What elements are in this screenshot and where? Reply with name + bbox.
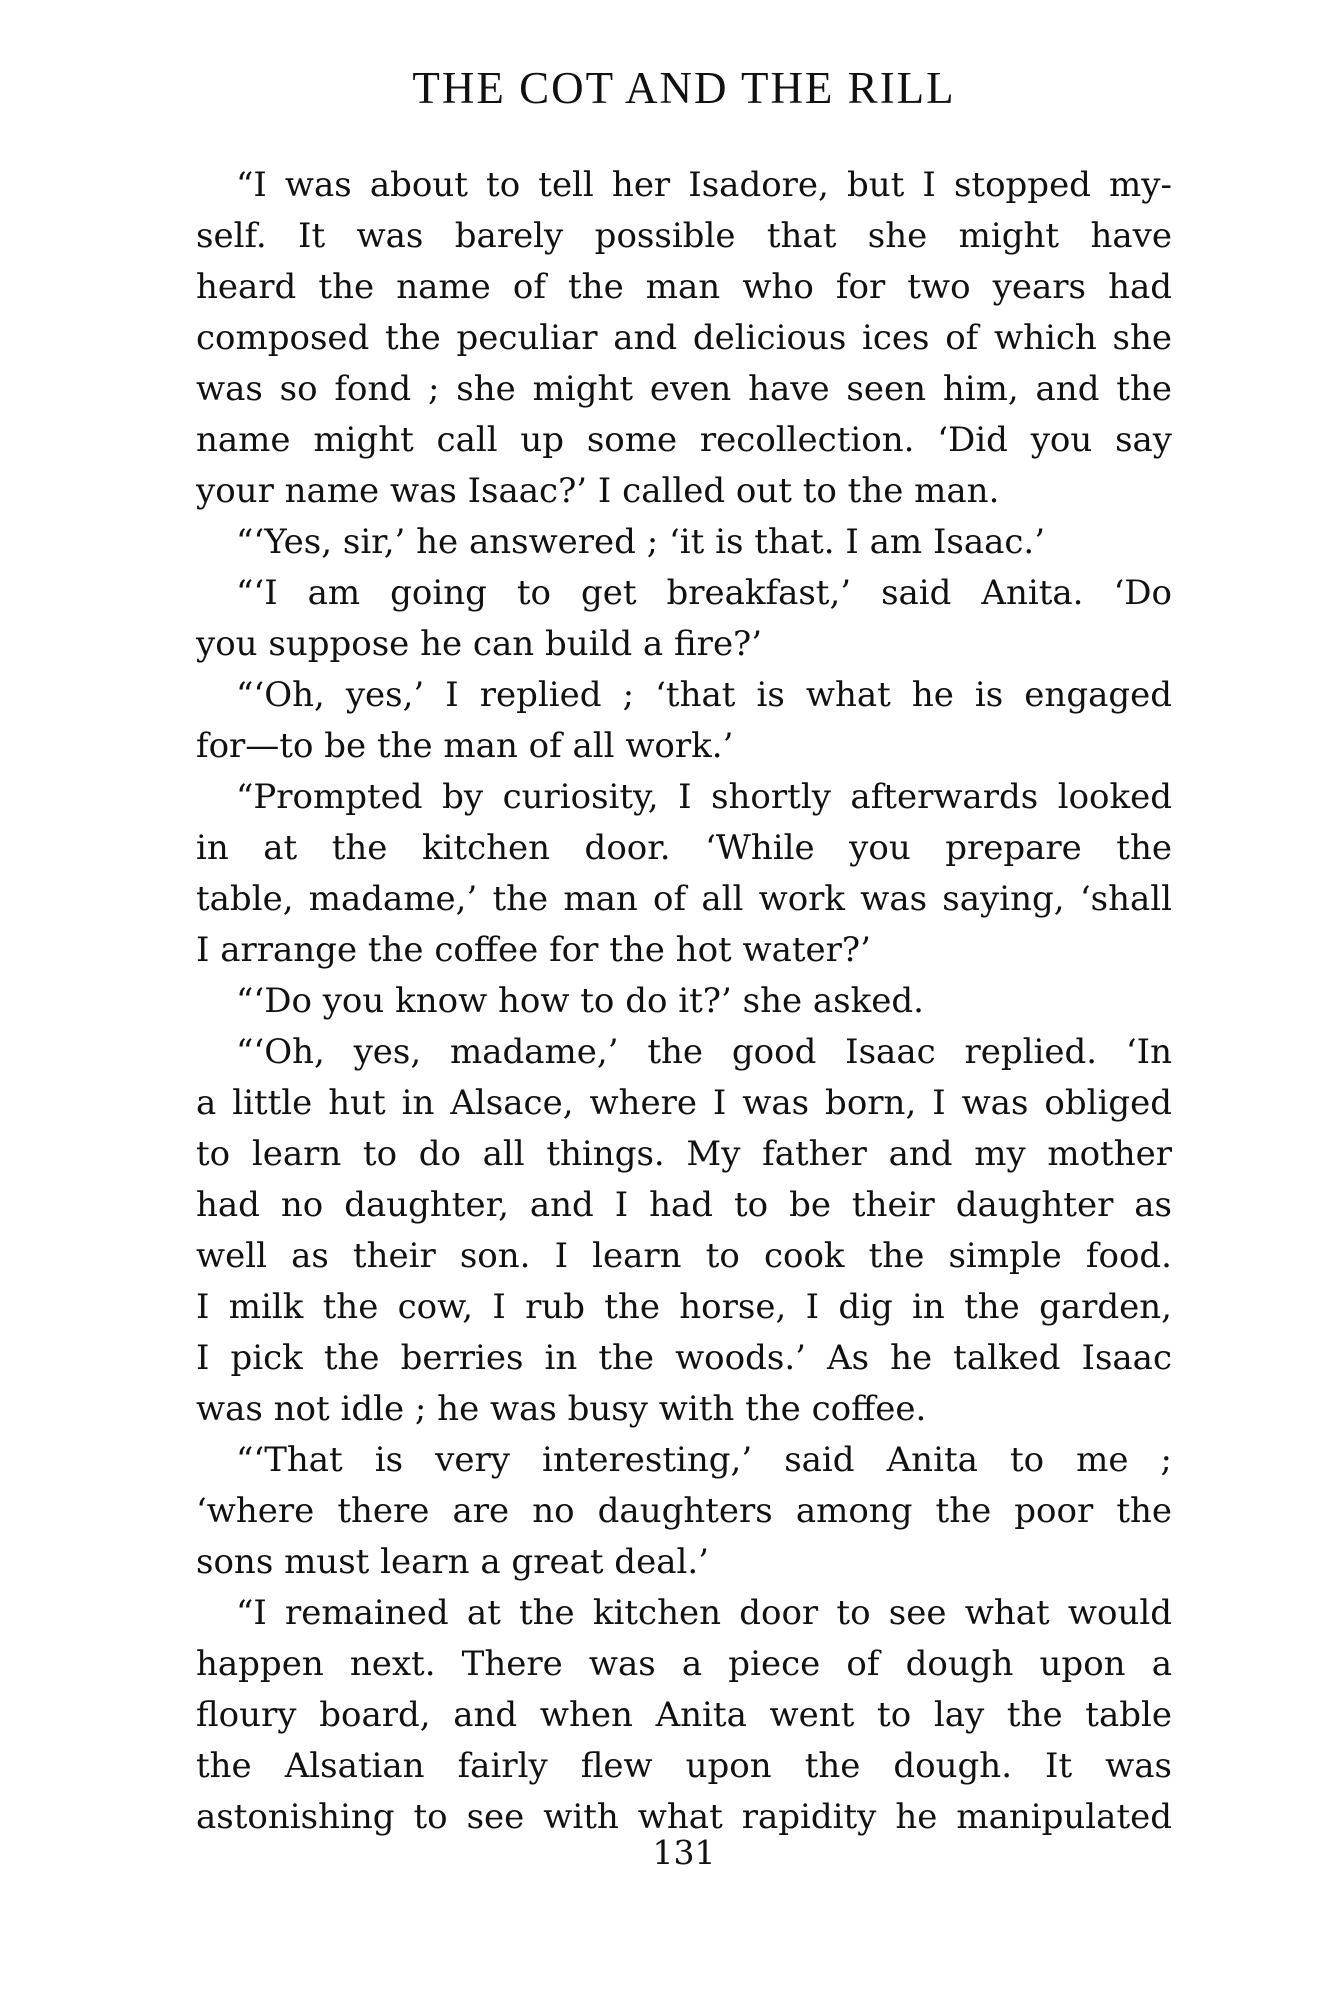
text-line: a little hut in Alsace, where I was born, I was obliged: [196, 1083, 1172, 1123]
text-line: I arrange the coffee for the hot water?’: [196, 930, 871, 970]
body-text: [196, 160, 1172, 1843]
paragraph: [196, 568, 1172, 670]
text-line: sons must learn a great deal.’: [196, 1542, 709, 1582]
text-line: floury board, and when Anita went to lay the table: [196, 1695, 1172, 1735]
text-line: “‘Oh, yes,’ I replied ; ‘that is what he is engaged: [236, 675, 1172, 715]
text-line: self. It was barely possible that she might have: [196, 216, 1172, 256]
text-line: was not idle ; he was busy with the coffee.: [196, 1389, 927, 1429]
page-number: 131: [652, 1833, 716, 1872]
paragraph: [196, 670, 1172, 772]
text-line: happen next. There was a piece of dough upon a: [196, 1644, 1172, 1684]
text-line: I pick the berries in the woods.’ As he talked Isaac: [196, 1338, 1172, 1378]
text-line: ‘where there are no daughters among the poor the: [196, 1491, 1172, 1531]
text-line: “Prompted by curiosity, I shortly afterwards looked: [236, 777, 1172, 817]
text-line: your name was Isaac?’ I called out to the man.: [196, 471, 1000, 511]
text-line: “‘Yes, sir,’ he answered ; ‘it is that. I am Isaac.’: [236, 522, 1046, 562]
text-line: well as their son. I learn to cook the simple food.: [196, 1236, 1172, 1276]
text-line: table, madame,’ the man of all work was saying, ‘shall: [196, 879, 1172, 919]
text-line: “I remained at the kitchen door to see what would: [236, 1593, 1172, 1633]
text-line: astonishing to see with what rapidity he manipulated: [196, 1797, 1172, 1837]
paragraph: [196, 976, 1172, 1027]
text-line: you suppose he can build a fire?’: [196, 624, 763, 664]
text-line: “‘That is very interesting,’ said Anita to me ;: [236, 1440, 1172, 1480]
text-line: name might call up some recollection. ‘Did you say: [196, 420, 1172, 460]
text-line: heard the name of the man who for two years had: [196, 267, 1172, 307]
text-line: for—to be the man of all work.’: [196, 726, 734, 766]
text-line: “‘Oh, yes, madame,’ the good Isaac replied. ‘In: [236, 1032, 1172, 1072]
paragraph: [196, 1027, 1172, 1435]
text-line: had no daughter, and I had to be their daughter as: [196, 1185, 1172, 1225]
paragraph: [196, 1435, 1172, 1588]
paragraph: [196, 1588, 1172, 1843]
text-line: composed the peculiar and delicious ices of which she: [196, 318, 1172, 358]
paragraph: [196, 517, 1172, 568]
text-line: was so fond ; she might even have seen him, and the: [196, 369, 1172, 409]
paragraph: [196, 772, 1172, 976]
text-line: “‘Do you know how to do it?’ she asked.: [236, 981, 924, 1021]
text-line: to learn to do all things. My father and my mother: [196, 1134, 1172, 1174]
running-title: THE COT AND THE RILL: [412, 63, 956, 113]
text-line: the Alsatian fairly flew upon the dough. It was: [196, 1746, 1172, 1786]
text-line: I milk the cow, I rub the horse, I dig in the garden,: [196, 1287, 1172, 1327]
text-line: in at the kitchen door. ‘While you prepare the: [196, 828, 1172, 868]
paragraph: [196, 160, 1172, 517]
text-line: “‘I am going to get breakfast,’ said Anita. ‘Do: [236, 573, 1172, 613]
text-line: “I was about to tell her Isadore, but I stopped my-: [236, 165, 1172, 205]
